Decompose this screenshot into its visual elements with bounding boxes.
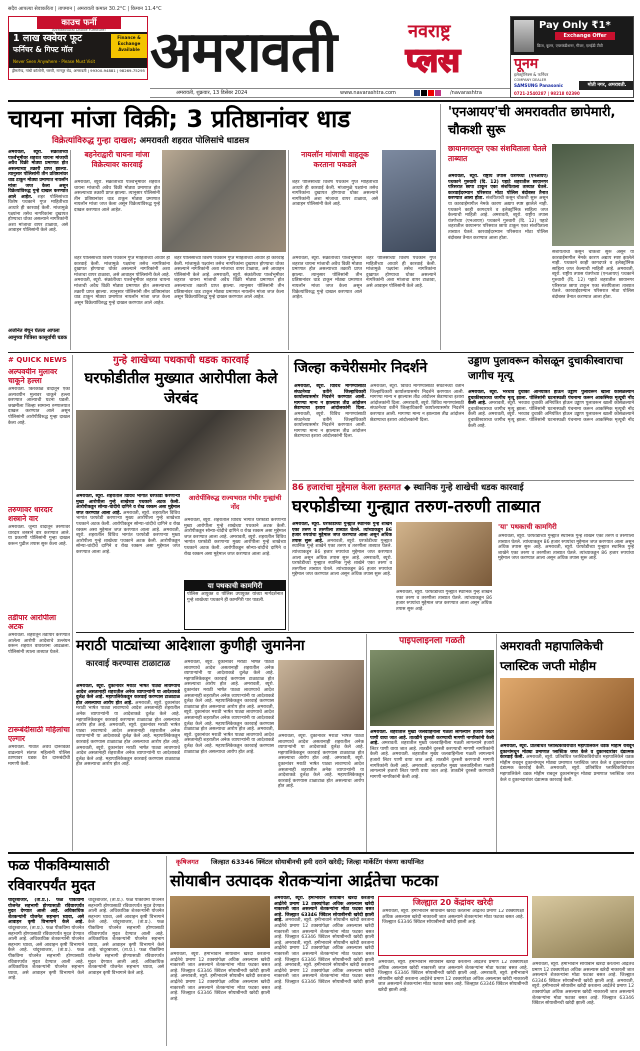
masthead-rule: [8, 100, 634, 102]
collectorate-col-2: अमरावती, ब्यूरो. विविध मागण्यांसाठी संघटनेच्या वतीने जिल्हाधिकारी कार्यालयासमोर निदर्शने करण्यात आली. मागण्या मान्य न झाल्यास तीव्र आंदोलन छेडण्याचा इशारा आंदोलकांनी दिला. अमरावती, ब्यूरो. विविध मागण्यांसाठी संघटनेच्या वतीने जिल्हाधिकारी कार्यालयासमोर निदर्शने करण्यात आली. मागण्या मान्य न झाल्यास तीव्र आंदोलन छेडण्याचा इशारा आंदोलकांनी दिला.: [370, 384, 464, 423]
collectorate-headline: जिल्हा कचेरीसमोर निदर्शने: [294, 360, 428, 376]
bridge-headline: उड्डाण पुलावरून कोसळून दुचाकीस्वाराचा जागीच मृत्यू: [468, 355, 623, 382]
couple-headline: घरफोडीच्या गुन्ह्यात तरुण-तरुणी ताब्यात: [292, 497, 541, 517]
couple-col-1: अमरावती, ब्यूरो. घरफोडीच्या गुन्ह्यात स्थानिक गुन्हे शाखेने एका तरुण व तरुणीला ताब्यात घेतले. त्यांच्याकडून 86 हजार रुपयांचा मुद्देमाल जप्त करण्यात आला असून अधिक तपास सुरू आहे. अमरावती, ब्यूरो. घरफोडीच्या गुन्ह्यात स्थानिक गुन्हे शाखेने एका तरुण व तरुणीला ताब्यात घेतले. त्यांच्याकडून 86 हजार रुपयांचा मुद्देमाल जप्त करण्यात आला असून अधिक तपास सुरू आहे. अमरावती, ब्यूरो. घरफोडीच्या गुन्ह्यात स्थानिक गुन्हे शाखेने एका तरुण व तरुणीला ताब्यात घेतले. त्यांच्याकडून 86 हजार रुपयांचा मुद्देमाल जप्त करण्यात आला असून अधिक तपास सुरू आहे.: [292, 522, 392, 578]
crop-col-1: चांदूरबाजार, (ता.प्र.). फळ पीकविमा योजनेत सहभागी होण्यासाठी रविवारपर्यंत मुदत देण्यात आली आहे. अधिकाधिक शेतकऱ्यांनी योजनेत सहभाग घ्यावा, असे आवाहन कृषी विभागाने केले आहे. चांदूरबाजार, (ता.प्र.). फळ पीकविमा योजनेत सहभागी होण्यासाठी रविवारपर्यंत मुदत देण्यात आली आहे. अधिकाधिक शेतकऱ्यांनी योजनेत सहभाग घ्यावा, असे आवाहन कृषी विभागाने केले आहे. चांदूरबाजार, (ता.प्र.). फळ पीकविमा योजनेत सहभागी होण्यासाठी रविवारपर्यंत मुदत देण्यात आली आहे. अधिकाधिक शेतकऱ्यांनी योजनेत सहभाग घ्यावा, असे आवाहन कृषी विभागाने केले आहे.: [8, 898, 84, 982]
plastic-text: अमरावती, ब्यूरो. प्रतिबंधित प्लास्टिकविरोधात महापालिकेने धडक मोहीम राबवून दुकानांमधून मोठ्या प्रमाणात प्लास्टिक जप्त केले व दुकानदारांवर दंडात्मक कारवाई केली. अमरावती, ब्यूरो. प्रतिबंधित प्लास्टिकविरोधात महापालिकेने धडक मोहीम राबवून दुकानांमधून मोठ्या प्रमाणात प्लास्टिक जप्त केले व दुकानदारांवर दंडात्मक कारवाई केली. अमरावती, ब्यूरो. प्रतिबंधित प्लास्टिकविरोधात महापालिकेने धडक मोहीम राबवून दुकानांमधून मोठ्या प्रमाणात प्लास्टिक जप्त केले व दुकानदारांवर दंडात्मक कारवाई केली.: [500, 744, 634, 783]
lead-sidebar-title: नायलॉन मांजाची वाहतूक करताना पकडले: [301, 150, 369, 169]
marathi-col-3: अमरावती, ब्यूरो. दुकानांवर मराठी भाषेत पाट्या लावण्याचे आदेश असतानाही शहरातील अनेक व्यापाऱ्यांनी या आदेशाकडे दुर्लक्ष केले आहे. महापालिकेकडून कारवाई करण्यास टाळाटाळ होत असल्याचा आरोप होत आहे. अमरावती, ब्यूरो. दुकानांवर मराठी भाषेत पाट्या लावण्याचे आदेश असतानाही शहरातील अनेक व्यापाऱ्यांनी या आदेशाकडे दुर्लक्ष केले आहे. महापालिकेकडून कारवाई करण्यास टाळाटाळ होत असल्याचा आरोप होत आहे.: [278, 734, 364, 790]
quick-item-3: तडीपार आरोपीला अटक अमरावती. शहरातून तडीपार करण्यात आलेला आरोपी आदेशाचे उल्लंघन करून शहरात वावरताना आढळला. पोलिसांनी त्याला ताब्यात घेतले.: [8, 614, 70, 655]
lead-col-1: अमरावती, ब्यूरो. संक्रांतीच्या पार्श्वभूमीवर शहरात चायना मांजाची अवैध विक्री मोठ्या प्रमाणात होत असल्याच्या तक्रारी प्राप्त झाल्या. त्यानुसार पोलिसांनी तीन प्रतिष्ठानांवर धाड टाकून मोठ्या प्रमाणात नायलॉन मांजा जप्त केला असून विक्रेत्यांविरुद्ध गुन्हे दाखल करण्यात आले आहेत. शहर पोलिसांच्या विशेष पथकाने गुप्त माहितीच्या आधारे ही कारवाई केली. मांजामुळे पक्ष्यांना तसेच नागरिकांना दुखापत होण्याचा धोका असल्याने नागरिकांनी अशा मांजाचा वापर टाळावा, असे आवाहन पोलिसांनी केले आहे.: [8, 150, 68, 234]
ad-left: [8, 16, 148, 80]
crop-col-2: चांदूरबाजार, (ता.प्र.). फळ पीकविमा योजनेत सहभागी होण्यासाठी रविवारपर्यंत मुदत देण्यात आली आहे. अधिकाधिक शेतकऱ्यांनी योजनेत सहभाग घ्यावा, असे आवाहन कृषी विभागाने केले आहे. चांदूरबाजार, (ता.प्र.). फळ पीकविमा योजनेत सहभागी होण्यासाठी रविवारपर्यंत मुदत देण्यात आली आहे. अधिकाधिक शेतकऱ्यांनी योजनेत सहभाग घ्यावा, असे आवाहन कृषी विभागाने केले आहे. चांदूरबाजार, (ता.प्र.). फळ पीकविमा योजनेत सहभागी होण्यासाठी रविवारपर्यंत मुदत देण्यात आली आहे. अधिकाधिक शेतकऱ्यांनी योजनेत सहभाग घ्यावा, असे आवाहन कृषी विभागाने केले आहे.: [88, 898, 164, 976]
couple-col-2: अमरावती, ब्यूरो. घरफोडीच्या गुन्ह्यात स्थानिक गुन्हे शाखेने एका तरुण व तरुणीला ताब्यात घेतले. त्यांच्याकडून 86 हजार रुपयांचा मुद्देमाल जप्त करण्यात आला असून अधिक तपास सुरू आहे. अमरावती, ब्यूरो. घरफोडीच्या गुन्ह्यात स्थानिक गुन्हे शाखेने एका तरुण व तरुणीला ताब्यात घेतले. त्यांच्याकडून 86 हजार रुपयांचा मुद्देमाल जप्त करण्यात आला असून अधिक तपास सुरू आहे.: [498, 534, 634, 562]
ad-left-brand-tag: Architectural Choice Furniture!: [52, 28, 106, 32]
masthead-title: अमरावती: [150, 19, 337, 85]
krishi-box: जिल्ह्यात 20 केंद्रांवर खरेदी अमरावती, ब्यूरो. हमीभावाने सोयाबीन खरेदी करताना आर्द्रतेचे प्रमाण 12 टक्क्यांपेक्षा अधिक असल्यास खरेदी नाकारली जात असल्याने शेतकऱ्यांना मोठा फटका बसत आहे. जिल्ह्यात 63346 क्विंटल सोयाबीनची खरेदी झाली आहे.: [378, 896, 528, 956]
lead-box-title: बहनेराद्वारी चायना मांजा विक्रेत्यावर कारवाई: [84, 150, 150, 169]
masthead-navrashtra: नवराष्ट्र: [408, 21, 451, 42]
ad-right: [510, 16, 634, 98]
plastic-photo: [500, 678, 634, 740]
quick-item-4: टारूबंदीसाठी महिलांचा एल्गार अमरावती. गावात अवैध दारूविक्री वाढल्याने संतप्त महिलांनी पोलिस ठाण्यावर धडक देत दारूबंदीची मागणी केली.: [8, 726, 70, 767]
instagram-icon[interactable]: [435, 90, 441, 96]
krishi-label: कृषिजगत: [176, 858, 199, 866]
hash-icon: #: [8, 356, 14, 364]
krishi-photo-2: [532, 896, 634, 958]
pipeline-text: अमरावती. शहरातील मुख्य जलवाहिनीला गळती लागल्याने हजारो लिटर पाणी वाया जात आहे. तातडीने दुरुस्ती करण्याची मागणी नागरिकांनी केली आहे. अमरावती. शहरातील मुख्य जलवाहिनीला गळती लागल्याने हजारो लिटर पाणी वाया जात आहे. तातडीने दुरुस्ती करण्याची मागणी नागरिकांनी केली आहे. अमरावती. शहरातील मुख्य जलवाहिनीला गळती लागल्याने हजारो लिटर पाणी वाया जात आहे. तातडीने दुरुस्ती करण्याची मागणी नागरिकांनी केली आहे. अमरावती. शहरातील मुख्य जलवाहिनीला गळती लागल्याने हजारो लिटर पाणी वाया जात आहे. तातडीने दुरुस्ती करण्याची मागणी नागरिकांनी केली आहे.: [370, 730, 494, 780]
marathi-col-2: अमरावती, ब्यूरो. दुकानांवर मराठी भाषेत पाट्या लावण्याचे आदेश असतानाही शहरातील अनेक व्यापाऱ्यांनी या आदेशाकडे दुर्लक्ष केले आहे. महापालिकेकडून कारवाई करण्यास टाळाटाळ होत असल्याचा आरोप होत आहे. अमरावती, ब्यूरो. दुकानांवर मराठी भाषेत पाट्या लावण्याचे आदेश असतानाही शहरातील अनेक व्यापाऱ्यांनी या आदेशाकडे दुर्लक्ष केले आहे. महापालिकेकडून कारवाई करण्यास टाळाटाळ होत असल्याचा आरोप होत आहे. अमरावती, ब्यूरो. दुकानांवर मराठी भाषेत पाट्या लावण्याचे आदेश असतानाही शहरातील अनेक व्यापाऱ्यांनी या आदेशाकडे दुर्लक्ष केले आहे. महापालिकेकडून कारवाई करण्यास टाळाटाळ होत असल्याचा आरोप होत आहे. अमरावती, ब्यूरो. दुकानांवर मराठी भाषेत पाट्या लावण्याचे आदेश असतानाही शहरातील अनेक व्यापाऱ्यांनी या आदेशाकडे दुर्लक्ष केले आहे. महापालिकेकडून कारवाई करण्यास टाळाटाळ होत असल्याचा आरोप होत आहे.: [184, 660, 274, 755]
krishi-strap: [170, 856, 634, 868]
marathi-sub: कारवाई करण्यास टाळाटाळ: [85, 659, 171, 669]
ad-left-big: 1 लाख स्क्वेयर फूट: [13, 33, 82, 44]
burglary-col-2: अमरावती, ब्यूरो. शहरातील विविध भागांत घरफोडी करणाऱ्या मुख्य आरोपीला गुन्हे शाखेच्या पथकाने अटक केली. आरोपीकडून सोन्या-चांदीचे दागिने व रोख रक्कम असा मुद्देमाल जप्त करण्यात आला आहे. अमरावती, ब्यूरो. शहरातील विविध भागांत घरफोडी करणाऱ्या मुख्य आरोपीला गुन्हे शाखेच्या पथकाने अटक केली. आरोपीकडून सोन्या-चांदीचे दागिने व रोख रक्कम असा मुद्देमाल जप्त करण्यात आला आहे.: [184, 518, 286, 557]
ad-right-location: मोती नगर, अमरावती.: [579, 81, 634, 90]
ad-right-exchange: Exchange Offer: [555, 32, 615, 40]
nia-sub: छायानगरातून एका संशयिताला घेतले ताब्यात: [448, 144, 547, 163]
facebook-icon[interactable]: [414, 90, 420, 96]
lead-strap-red: विक्रेत्यांविरुद्ध गुन्हा दाखल;: [52, 136, 137, 146]
pipeline-photo: [370, 650, 494, 726]
lead-col-3: शहर पोलिसांच्या विशेष पथकाने गुप्त माहितीच्या आधारे ही कारवाई केली. मांजामुळे पक्ष्यांना तसेच नागरिकांना दुखापत होण्याचा धोका असल्याने नागरिकांनी अशा मांजाचा वापर टाळावा, असे आवाहन पोलिसांनी केले आहे. अमरावती, ब्यूरो. संक्रांतीच्या पार्श्वभूमीवर शहरात चायना मांजाची अवैध विक्री मोठ्या प्रमाणात होत असल्याच्या तक्रारी प्राप्त झाल्या. त्यानुसार पोलिसांनी तीन प्रतिष्ठानांवर धाड टाकून मोठ्या प्रमाणात नायलॉन मांजा जप्त केला असून विक्रेत्यांविरुद्ध गुन्हे दाखल करण्यात आले आहेत.: [174, 256, 284, 301]
lead-author-note: अजोनेत बेचून घेतला आपला आमुच्या पित्रिसा कासूर्याची घडक: [8, 328, 68, 341]
lead-photo-1: [162, 150, 286, 252]
crop-headline: फळ पीकविम्यासाठी रविवारपर्यंत मुदत: [8, 858, 110, 894]
krishi-headline: सोयाबीन उत्पादक शेतकऱ्यांना आर्द्रतेचा फटका: [170, 871, 439, 890]
bridge-text: अमरावती, ब्यूरो. भरधाव दुचाकी अनियंत्रित होऊन उड्डाण पुलावरून खाली कोसळल्याने दुचाकीस्वाराचा जागीच मृत्यू झाला. पोलिसांनी घटनास्थळी पंचनामा करून आकस्मिक मृत्यूची नोंद केली आहे. अमरावती, ब्यूरो. भरधाव दुचाकी अनियंत्रित होऊन उड्डाण पुलावरून खाली कोसळल्याने दुचाकीस्वाराचा जागीच मृत्यू झाला. पोलिसांनी घटनास्थळी पंचनामा करून आकस्मिक मृत्यूची नोंद केली आहे. अमरावती, ब्यूरो. भरधाव दुचाकी अनियंत्रित होऊन उड्डाण पुलावरून खाली कोसळल्याने दुचाकीस्वाराचा जागीच मृत्यू झाला. पोलिसांनी घटनास्थळी पंचनामा करून आकस्मिक मृत्यूची नोंद केली आहे.: [468, 390, 634, 429]
krishi-box-title: जिल्ह्यात 20 केंद्रांवर खरेदी: [412, 898, 494, 907]
dateline-bar: [150, 88, 510, 98]
lead-col-2: अमरावती, ब्यूरो. संक्रांतीच्या पार्श्वभूमीवर शहरात चायना मांजाची अवैध विक्री मोठ्या प्रमाणात होत असल्याच्या तक्रारी प्राप्त झाल्या. त्यानुसार पोलिसांनी तीन प्रतिष्ठानांवर धाड टाकून मोठ्या प्रमाणात नायलॉन मांजा जप्त केला असून विक्रेत्यांविरुद्ध गुन्हे दाखल करण्यात आले आहेत.: [74, 180, 160, 213]
nia-col-1: अमरावती, ब्यूरो. राष्ट्रीय तपास यंत्रणेच्या (एनआयए) पथकाने गुरुवारी (दि. 12) पहाटे शहरातील छायानगर परिसरात छापा टाकून एका संशयिताला ताब्यात घेतले. कारवाईदरम्यान परिसरात मोठा पोलिस बंदोबस्त तैनात करण्यात आला होता. संशयिताची कसून चौकशी सुरू असून या कारवाईमागील नेमके कारण अद्याप स्पष्ट झालेले नाही. पथकाने काही कागदपत्रे व इलेक्ट्रॉनिक साहित्य जप्त केल्याची माहिती आहे. अमरावती, ब्यूरो. राष्ट्रीय तपास यंत्रणेच्या (एनआयए) पथकाने गुरुवारी (दि. 12) पहाटे शहरातील छायानगर परिसरात छापा टाकून एका संशयिताला ताब्यात घेतले. कारवाईदरम्यान परिसरात मोठा पोलिस बंदोबस्त तैनात करण्यात आला होता.: [448, 174, 548, 241]
ad-right-phone: 0721-2540287 | 98218 02390: [514, 91, 580, 96]
krishi-photo-1: [170, 896, 270, 948]
quick-item-2: तरुणावर धारदार शस्त्राने वार अमरावती. जुन्या वादातून तरुणावर धारदार शस्त्राने वार करण्यात आले. या प्रकरणी पोलिसांनी गुन्हा दाखल करून पुढील तपास सुरू केला आहे.: [8, 506, 70, 547]
krishi-col-1: अमरावती, ब्यूरो. हमीभावाने सोयाबीन खरेदी करताना आर्द्रतेचे प्रमाण 12 टक्क्यांपेक्षा अधिक असल्यास खरेदी नाकारली जात असल्याने शेतकऱ्यांना मोठा फटका बसत आहे. जिल्ह्यात 63346 क्विंटल सोयाबीनची खरेदी झाली आहे. अमरावती, ब्यूरो. हमीभावाने सोयाबीन खरेदी करताना आर्द्रतेचे प्रमाण 12 टक्क्यांपेक्षा अधिक असल्यास खरेदी नाकारली जात असल्याने शेतकऱ्यांना मोठा फटका बसत आहे. जिल्ह्यात 63346 क्विंटल सोयाबीनची खरेदी झाली आहे.: [170, 952, 270, 1002]
top-strip: [8, 4, 288, 14]
couple-box-title: 'या' पथकाची कामगिरी: [498, 523, 557, 531]
lead-headline: चायना मांजा विक्री; 3 प्रतिष्ठानांवर धाड: [8, 105, 351, 133]
krishi-col-3: अमरावती, ब्यूरो. हमीभावाने सोयाबीन खरेदी करताना आर्द्रतेचे प्रमाण 12 टक्क्यांपेक्षा अधिक असल्यास खरेदी नाकारली जात असल्याने शेतकऱ्यांना मोठा फटका बसत आहे. जिल्ह्यात 63346 क्विंटल सोयाबीनची खरेदी झाली आहे. अमरावती, ब्यूरो. हमीभावाने सोयाबीन खरेदी करताना आर्द्रतेचे प्रमाण 12 टक्क्यांपेक्षा अधिक असल्यास खरेदी नाकारली जात असल्याने शेतकऱ्यांना मोठा फटका बसत आहे. जिल्ह्यात 63346 क्विंटल सोयाबीनची खरेदी झाली आहे.: [378, 960, 528, 993]
lead-col-4: अमरावती, ब्यूरो. संक्रांतीच्या पार्श्वभूमीवर शहरात चायना मांजाची अवैध विक्री मोठ्या प्रमाणात होत असल्याच्या तक्रारी प्राप्त झाल्या. त्यानुसार पोलिसांनी तीन प्रतिष्ठानांवर धाड टाकून मोठ्या प्रमाणात नायलॉन मांजा जप्त केला असून विक्रेत्यांविरुद्ध गुन्हे दाखल करण्यात आले आहेत.: [292, 256, 362, 301]
ad-left-brand: काउच फर्नी: [37, 17, 121, 29]
fridge-image: [514, 20, 534, 52]
burglary-headline: घरफोडीतील मुख्यात आरोपीला केले जेरबंद: [84, 369, 278, 407]
nia-col-2: संशयिताची कसून चौकशी सुरू असून या कारवाईमागील नेमके कारण अद्याप स्पष्ट झालेले नाही. पथकाने काही कागदपत्रे व इलेक्ट्रॉनिक साहित्य जप्त केल्याची माहिती आहे. अमरावती, ब्यूरो. राष्ट्रीय तपास यंत्रणेच्या (एनआयए) पथकाने गुरुवारी (दि. 12) पहाटे शहरातील छायानगर परिसरात छापा टाकून एका संशयिताला ताब्यात घेतले. कारवाईदरम्यान परिसरात मोठा पोलिस बंदोबस्त तैनात करण्यात आला होता.: [552, 250, 634, 300]
burglary-photo: [76, 410, 286, 490]
strap2-red: 86 हजारांचा मुद्देमाल केला हस्तगत: [292, 483, 401, 493]
dateline: अमरावती, शुक्रवार, 13 डिसेंबर 2024: [176, 90, 248, 96]
x-icon[interactable]: [421, 90, 427, 96]
ad-right-company: COMPANY DEALER: [514, 78, 547, 82]
couple-col-3: अमरावती, ब्यूरो. घरफोडीच्या गुन्ह्यात स्थानिक गुन्हे शाखेने एका तरुण व तरुणीला ताब्यात घेतले. त्यांच्याकडून 86 हजार रुपयांचा मुद्देमाल जप्त करण्यात आला असून अधिक तपास सुरू आहे.: [396, 590, 492, 612]
ad-right-items: फ्रिज, कूलर, एयरकंडीशनर, गीजर, एलईडी टीवी: [537, 43, 603, 48]
ad-left-sub: फर्निचर & गिफ्ट मॉल: [13, 45, 73, 54]
lead-sidebar-text: शहर पोलिसांच्या विशेष पथकाने गुप्त माहितीच्या आधारे ही कारवाई केली. मांजामुळे पक्ष्यांना तसेच नागरिकांना दुखापत होण्याचा धोका असल्याने नागरिकांनी अशा मांजाचा वापर टाळावा, असे आवाहन पोलिसांनी केले आहे.: [292, 180, 378, 208]
burglary-box-title: आरोपींविरुद्ध राज्यभरात गंभीर गुन्ह्यांची नोंद: [188, 494, 282, 511]
social-handle: /navarashtra: [450, 90, 482, 96]
weather-info: सदैव आपल्या सेवाकरिता | तापमान | अमरावती कमाल 30.2°C | किमान 11.4°C: [8, 6, 162, 12]
diamond-icon: ◆: [403, 483, 411, 493]
pipeline-headline: पाइपलाइनला गळती: [399, 636, 465, 646]
ad-left-badge: Finance & Exchange Available: [111, 34, 147, 58]
youtube-icon[interactable]: [428, 90, 434, 96]
burglary-col-1: अमरावती, ब्यूरो. शहरातील विविध भागांत घरफोडी करणाऱ्या मुख्य आरोपीला गुन्हे शाखेच्या पथकाने अटक केली. आरोपीकडून सोन्या-चांदीचे दागिने व रोख रक्कम असा मुद्देमाल जप्त करण्यात आला आहे. अमरावती, ब्यूरो. शहरातील विविध भागांत घरफोडी करणाऱ्या मुख्य आरोपीला गुन्हे शाखेच्या पथकाने अटक केली. आरोपीकडून सोन्या-चांदीचे दागिने व रोख रक्कम असा मुद्देमाल जप्त करण्यात आला आहे. अमरावती, ब्यूरो. शहरातील विविध भागांत घरफोडी करणाऱ्या मुख्य आरोपीला गुन्हे शाखेच्या पथकाने अटक केली. आरोपीकडून सोन्या-चांदीचे दागिने व रोख रक्कम असा मुद्देमाल जप्त करण्यात आला आहे.: [76, 494, 180, 555]
krishi-strap-text: जिल्हात 63346 क्विंटल सोयाबीनची हमी दराने खरेदी; जिल्हा मार्केटिंग यंत्रणा कार्यान्वित: [210, 858, 424, 866]
ad-right-brand: पूनम: [514, 56, 539, 72]
burglary-dark-title: या पथकाची कामगिरी: [185, 581, 285, 591]
quick-item-1: अल्पवयीन मुलावर चाकूने हल्ला अमरावती. किरकोळ वादातून एका अल्पवयीन मुलावर चाकूने हल्ला करण्यात आल्याची घटना घडली. जखमीला जिल्हा सामान्य रुग्णालयात दाखल करण्यात आले असून पोलिसांनी आरोपीविरुद्ध गुन्हा दाखल केला आहे.: [8, 368, 70, 426]
couple-photo: [396, 522, 492, 586]
ad-left-slogan: Never Seen Anywhere - Please Must Visit: [13, 59, 96, 64]
krishi-col-4: अमरावती, ब्यूरो. हमीभावाने सोयाबीन खरेदी करताना आर्द्रतेचे प्रमाण 12 टक्क्यांपेक्षा अधिक असल्यास खरेदी नाकारली जात असल्याने शेतकऱ्यांना मोठा फटका बसत आहे. जिल्ह्यात 63346 क्विंटल सोयाबीनची खरेदी झाली आहे. अमरावती, ब्यूरो. हमीभावाने सोयाबीन खरेदी करताना आर्द्रतेचे प्रमाण 12 टक्क्यांपेक्षा अधिक असल्यास खरेदी नाकारली जात असल्याने शेतकऱ्यांना मोठा फटका बसत आहे. जिल्ह्यात 63346 क्विंटल सोयाबीनची खरेदी झाली आहे.: [532, 962, 634, 1007]
collectorate-col-1: अमरावती, ब्यूरो. विविध मागण्यांसाठी संघटनेच्या वतीने जिल्हाधिकारी कार्यालयासमोर निदर्शने करण्यात आली. मागण्या मान्य न झाल्यास तीव्र आंदोलन छेडण्याचा इशारा आंदोलकांनी दिला. अमरावती, ब्यूरो. विविध मागण्यांसाठी संघटनेच्या वतीने जिल्हाधिकारी कार्यालयासमोर निदर्शने करण्यात आली. मागण्या मान्य न झाल्यास तीव्र आंदोलन छेडण्याचा इशारा आंदोलकांनी दिला.: [294, 384, 366, 440]
plastic-headline: अमरावती महापालिकेची प्लास्टिक जप्ती मोहीम: [500, 639, 603, 673]
nia-headline: 'एनआयए'ची अमरावतीत छापेमारी, चौकशी सुरू: [448, 105, 616, 138]
marathi-photo: [278, 660, 364, 730]
marathi-col-1: अमरावती, ब्यूरो. दुकानांवर मराठी भाषेत पाट्या लावण्याचे आदेश असतानाही शहरातील अनेक व्यापाऱ्यांनी या आदेशाकडे दुर्लक्ष केले आहे. महापालिकेकडून कारवाई करण्यास टाळाटाळ होत असल्याचा आरोप होत आहे. अमरावती, ब्यूरो. दुकानांवर मराठी भाषेत पाट्या लावण्याचे आदेश असतानाही शहरातील अनेक व्यापाऱ्यांनी या आदेशाकडे दुर्लक्ष केले आहे. महापालिकेकडून कारवाई करण्यास टाळाटाळ होत असल्याचा आरोप होत आहे. अमरावती, ब्यूरो. दुकानांवर मराठी भाषेत पाट्या लावण्याचे आदेश असतानाही शहरातील अनेक व्यापाऱ्यांनी या आदेशाकडे दुर्लक्ष केले आहे. महापालिकेकडून कारवाई करण्यास टाळाटाळ होत असल्याचा आरोप होत आहे. अमरावती, ब्यूरो. दुकानांवर मराठी भाषेत पाट्या लावण्याचे आदेश असतानाही शहरातील अनेक व्यापाऱ्यांनी या आदेशाकडे दुर्लक्ष केले आहे. महापालिकेकडून कारवाई करण्यास टाळाटाळ होत असल्याचा आरोप होत आहे.: [76, 684, 180, 768]
lead-photo-2: [382, 150, 436, 252]
ad-right-brand-sub: इलेक्ट्रॉनिक्स & फर्निचर: [514, 72, 549, 77]
lead-col-2b: शहर पोलिसांच्या विशेष पथकाने गुप्त माहितीच्या आधारे ही कारवाई केली. मांजामुळे पक्ष्यांना तसेच नागरिकांना दुखापत होण्याचा धोका असल्याने नागरिकांनी अशा मांजाचा वापर टाळावा, असे आवाहन पोलिसांनी केले आहे. अमरावती, ब्यूरो. संक्रांतीच्या पार्श्वभूमीवर शहरात चायना मांजाची अवैध विक्री मोठ्या प्रमाणात होत असल्याच्या तक्रारी प्राप्त झाल्या. त्यानुसार पोलिसांनी तीन प्रतिष्ठानांवर धाड टाकून मोठ्या प्रमाणात नायलॉन मांजा जप्त केला असून विक्रेत्यांविरुद्ध गुन्हे दाखल करण्यात आले आहेत.: [74, 256, 170, 306]
website-link[interactable]: www.navarashtra.com: [340, 90, 396, 96]
masthead-plus: प्लस: [406, 41, 460, 79]
krishi-col-2: अमरावती, ब्यूरो. हमीभावाने सोयाबीन खरेदी करताना आर्द्रतेचे प्रमाण 12 टक्क्यांपेक्षा अधिक असल्यास खरेदी नाकारली जात असल्याने शेतकऱ्यांना मोठा फटका बसत आहे. जिल्ह्यात 63346 क्विंटल सोयाबीनची खरेदी झाली आहे. अमरावती, ब्यूरो. हमीभावाने सोयाबीन खरेदी करताना आर्द्रतेचे प्रमाण 12 टक्क्यांपेक्षा अधिक असल्यास खरेदी नाकारली जात असल्याने शेतकऱ्यांना मोठा फटका बसत आहे. जिल्ह्यात 63346 क्विंटल सोयाबीनची खरेदी झाली आहे. अमरावती, ब्यूरो. हमीभावाने सोयाबीन खरेदी करताना आर्द्रतेचे प्रमाण 12 टक्क्यांपेक्षा अधिक असल्यास खरेदी नाकारली जात असल्याने शेतकऱ्यांना मोठा फटका बसत आहे. जिल्ह्यात 63346 क्विंटल सोयाबीनची खरेदी झाली आहे. अमरावती, ब्यूरो. हमीभावाने सोयाबीन खरेदी करताना आर्द्रतेचे प्रमाण 12 टक्क्यांपेक्षा अधिक असल्यास खरेदी नाकारली जात असल्याने शेतकऱ्यांना मोठा फटका बसत आहे. जिल्ह्यात 63346 क्विंटल सोयाबीनची खरेदी झाली आहे.: [274, 896, 374, 991]
lead-col-5: शहर पोलिसांच्या विशेष पथकाने गुप्त माहितीच्या आधारे ही कारवाई केली. मांजामुळे पक्ष्यांना तसेच नागरिकांना दुखापत होण्याचा धोका असल्याने नागरिकांनी अशा मांजाचा वापर टाळावा, असे आवाहन पोलिसांनी केले आहे.: [366, 256, 436, 289]
ad-right-payonly: Pay Only ₹1*: [539, 20, 611, 31]
ad-right-brands: SAMSUNG Panasonic: [514, 83, 564, 88]
lead-strap-black: अमरावती शहरात पोलिसांचे धाडसत्र: [139, 136, 250, 146]
marathi-headline: मराठी पाट्यांच्या आदेशाला कुणीही जुमानेना: [76, 638, 305, 654]
nia-photo: [552, 144, 634, 246]
lead-strap: [52, 135, 432, 147]
burglary-dark-box: या पथकाची कामगिरी पोलिस आयुक्त व पोलिस उपायुक्त यांच्या मार्गदर्शनात गुन्हे शाखेच्या पथकाने ही कामगिरी पार पाडली.: [184, 580, 286, 630]
strap2: [292, 480, 634, 494]
burglary-kicker: गुन्हे शाखेच्या पथकाची धडक कारवाई: [113, 355, 249, 366]
ad-left-address: ड्रीमलॅन्ड, गांधी कॉलोनी, चरणी, नागपूर रोड, अमरावती | 99300-94881 | 98269-75295: [9, 68, 148, 80]
strap2-black: स्थानिक गुन्हे शाखेची धडक कारवाई: [413, 483, 524, 493]
quick-news-label: # QUICK NEWS: [8, 356, 67, 364]
